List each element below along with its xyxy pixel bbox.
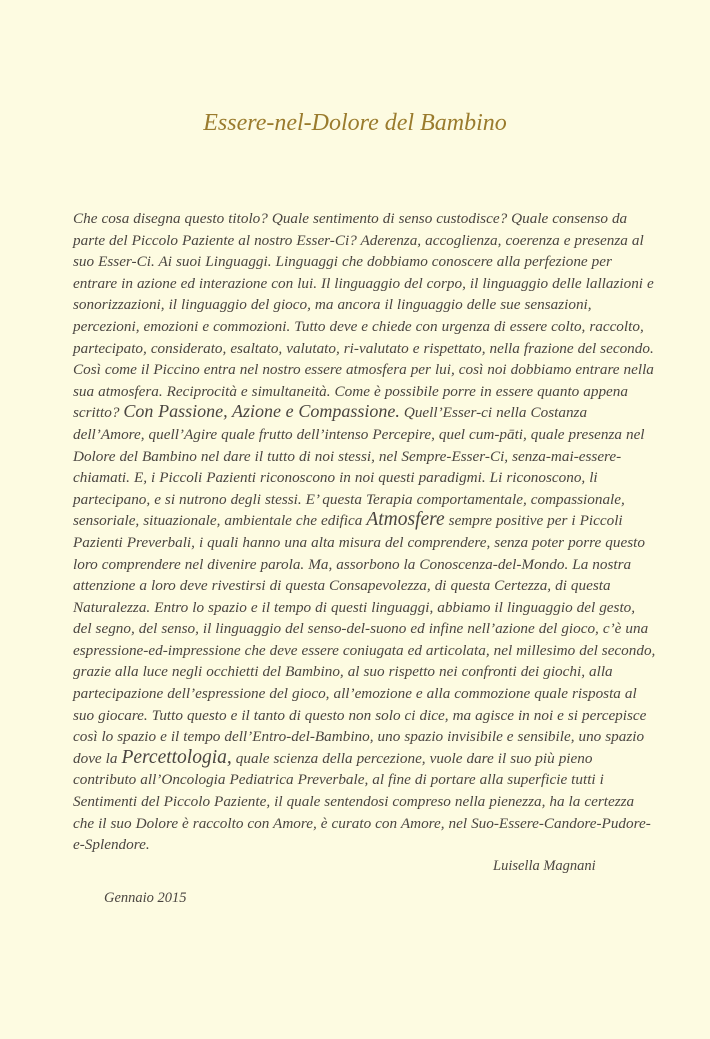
document-date: Gennaio 2015 <box>104 890 187 906</box>
emphasis-percettologia: Percettologia, <box>121 746 232 768</box>
body-text-part-4: quale scienza della percezione, vuole dare il suo più pieno contributo all’Oncologia Pediatrica Preverbale, al fine di portare alla superficie tutti i Sentimenti del Piccolo Paziente, il quale sentendosi compreso nella pienezza, ha la certezza che il suo Dolore è raccolto con Amore, è curato con Amore, nel Suo-Essere-Candore-Pudore-e-Splendore. <box>73 749 651 854</box>
emphasis-atmosfere: Atmosfere <box>366 509 445 531</box>
body-text-part-2: Quell’Esser-ci nella Costanza dell’Amore, quell’Agire quale frutto dell’intenso Percepire, quel cum-pāti, quale presenza nel Dolore del Bambino nel dare il tutto di noi stessi, nel Sempre-Esser-Ci, senza-mai-essere-chiamati. E, i Piccoli Pazienti riconoscono in noi questi paradigmi. Li riconoscono, li partecipano, e si nutrono degli stessi. E’ questa Terapia comportamentale, compassionale, sensoriale, situazionale, ambientale che edifica <box>73 404 645 530</box>
page-title: Essere-nel-Dolore del Bambino <box>203 110 507 136</box>
body-text-part-1: Che cosa disegna questo titolo? Quale sentimento di senso custodisce? Quale consenso da parte del Piccolo Paziente al nostro Esser-Ci? Aderenza, accoglienza, coerenza e presenza al suo Esser-Ci. Ai suoi Linguaggi. Linguaggi che dobbiamo conoscere alla perfezione per entrare in azione ed interazione con lui. Il linguaggio del corpo, il linguaggio delle lallazioni e sonorizzazioni, il linguaggio del gioco, ma ancora il linguaggio delle sue sensazioni, percezioni, emozioni e commozioni. Tutto deve e chiede con urgenza di essere colto, raccolto, partecipato, considerato, esaltato, valutato, ri-valutato e rispettato, nella frazione del secondo. Così come il Piccino entra nel nostro essere atmosfera per lui, così noi dobbiamo entrare nella sua atmosfera. Reciprocità e simultaneità. Come è possibile porre in essere quanto appena scritto? <box>73 210 654 422</box>
body-paragraph <box>73 208 657 856</box>
author-signature: Luisella Magnani <box>493 858 596 874</box>
emphasis-passione: Con Passione, Azione e Compassione. <box>123 401 400 422</box>
body-text-part-3: sempre positive per i Piccoli Pazienti Preverbali, i quali hanno una alta misura del comprendere, senza poter porre questo loro comprendere nel divenire parola. Ma, assorbono la Conoscenza-del-Mondo. La nostra attenzione a loro deve rivestirsi di questa Consapevolezza, di questa Certezza, di questa Naturalezza. Entro lo spazio e il tempo di questi linguaggi, abbiamo il linguaggio del gesto, del segno, del senso, il linguaggio del senso-del-suono ed infine nell’azione del gioco, c’è una espressione-ed-impressione che deve essere coniugata ed articolata, nel millesimo del secondo, grazie alla luce negli occhietti del Bambino, al suo rispetto nei confronti dei giochi, alla partecipazione dell’espressione del gioco, all’emozione e alla commozione quale risposta al suo giocare. Tutto questo e il tanto di questo non solo ci dice, ma agisce in noi e si percepisce così lo spazio e il tempo dell’Entro-del-Bambino, uno spazio invisibile e sensibile, uno spazio dove la <box>73 512 656 767</box>
